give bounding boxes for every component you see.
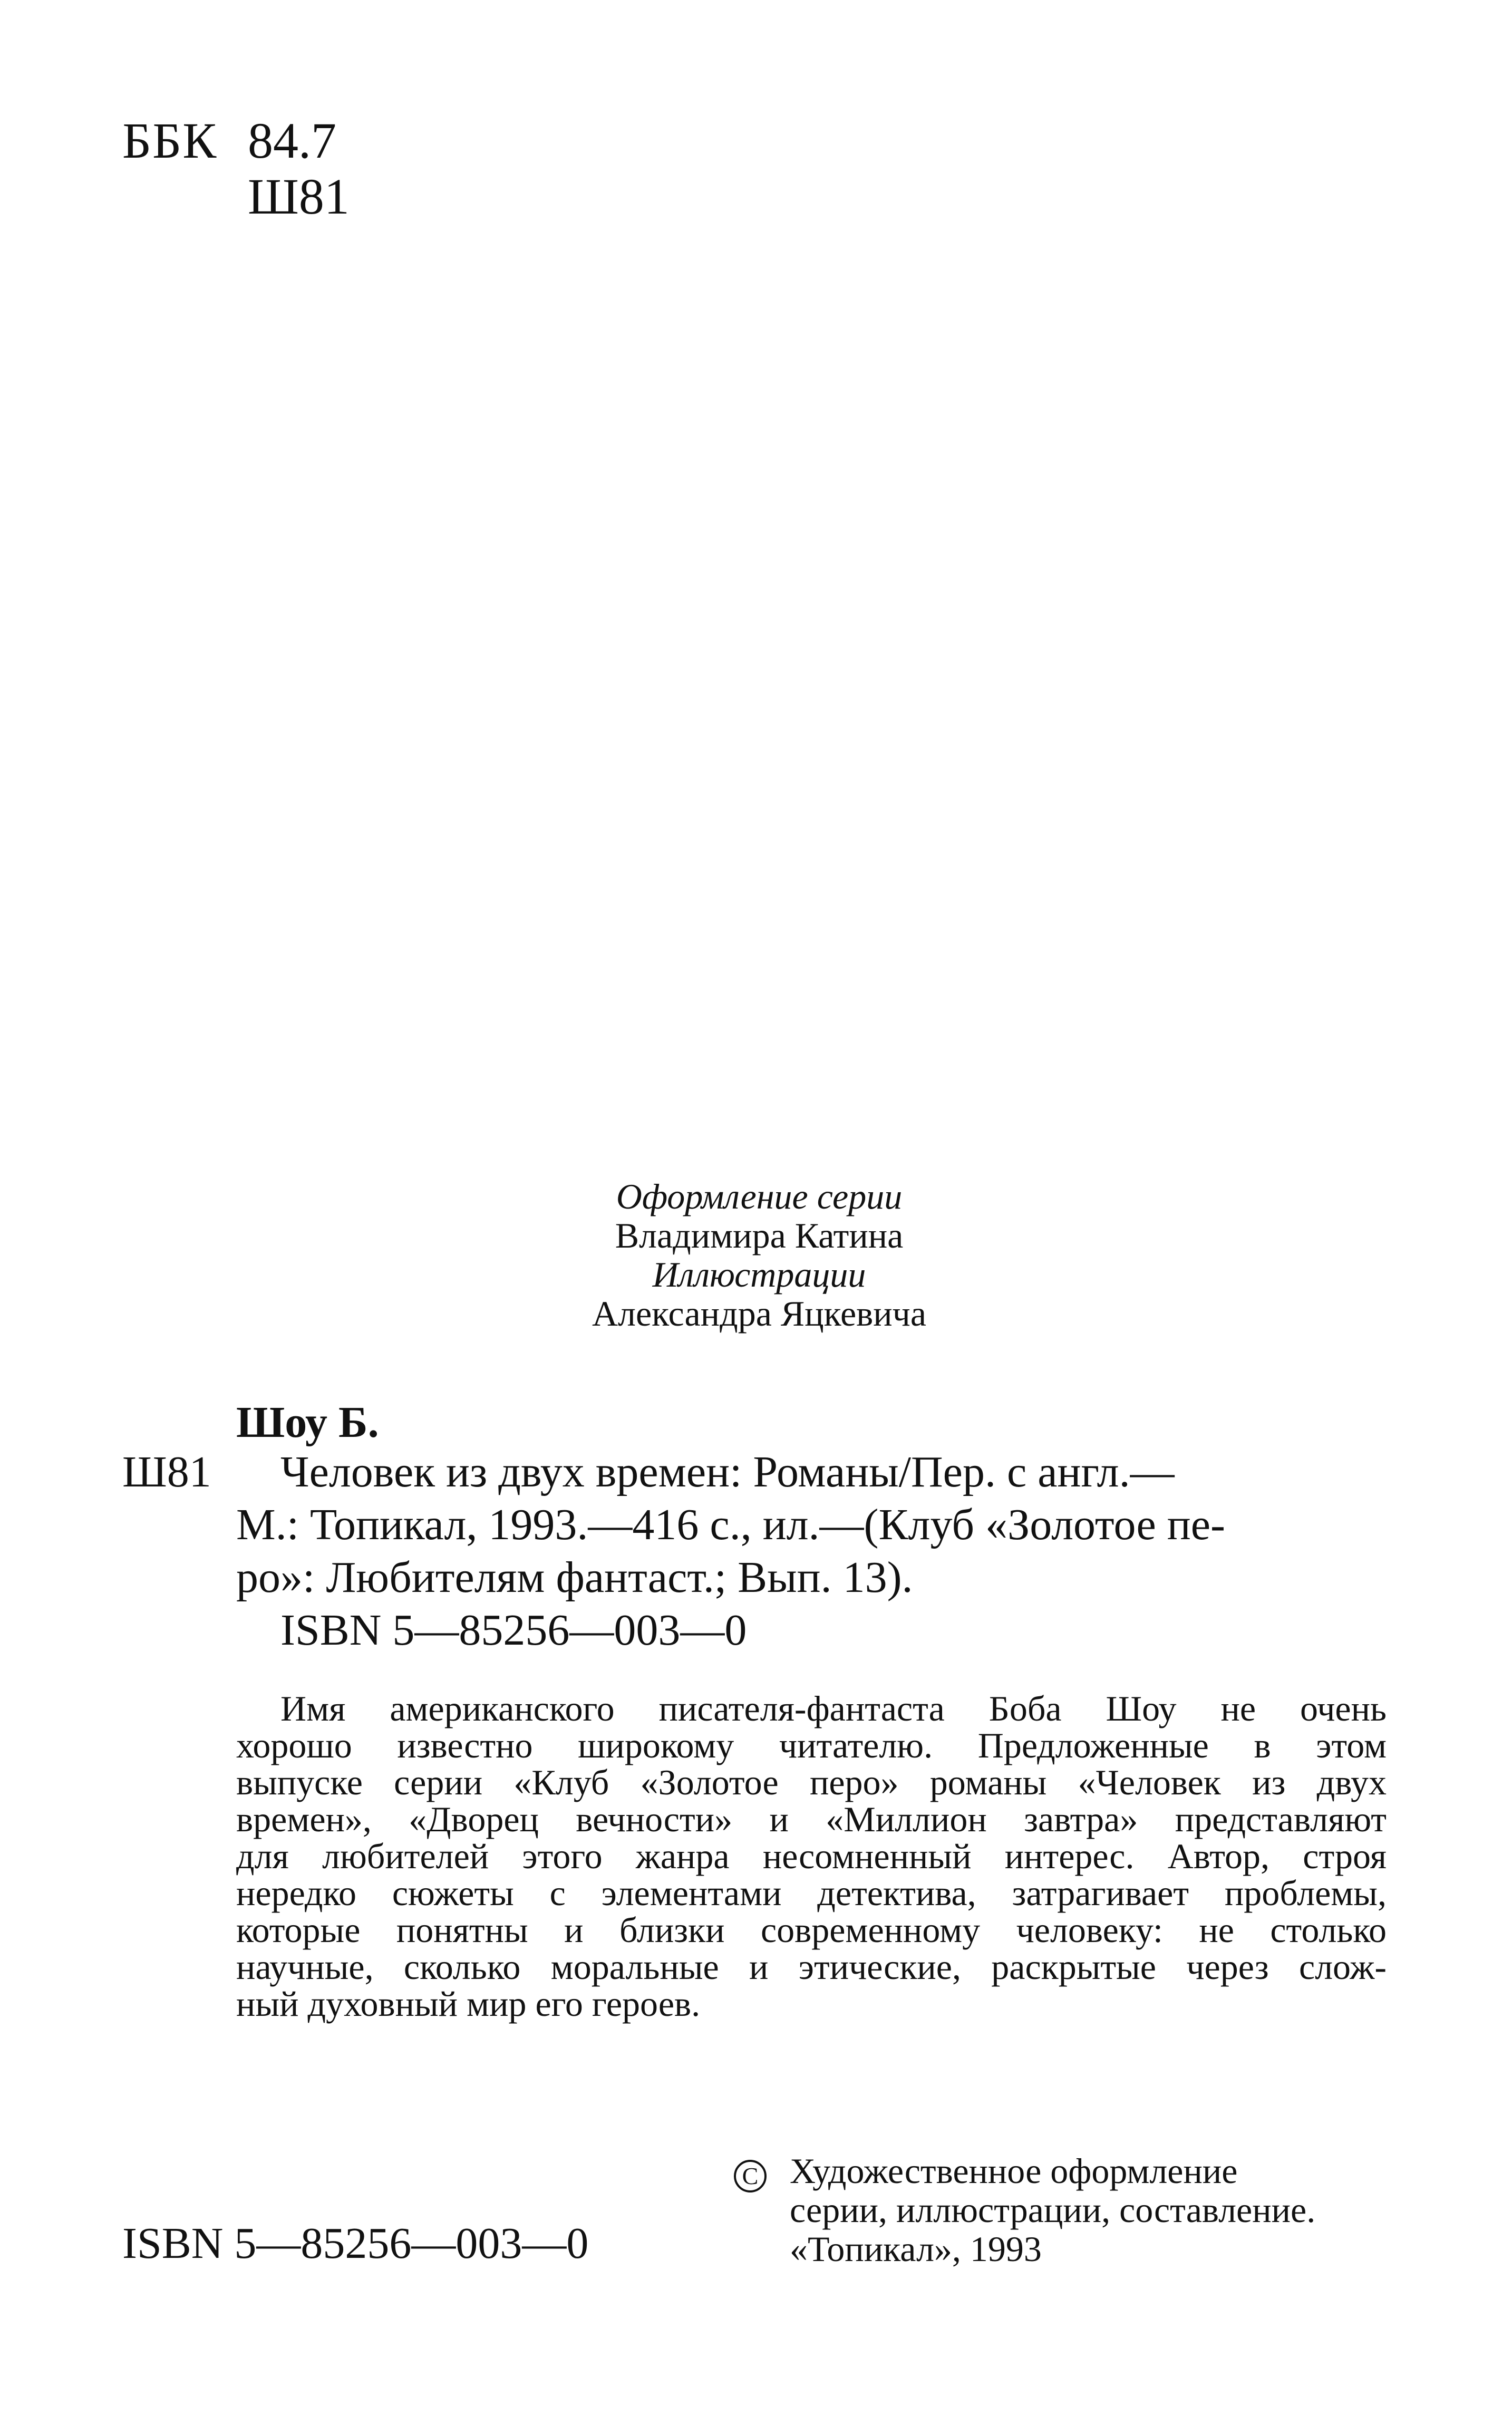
annotation-line: Имя американского писателя-фантаста Боба Шоу не очень [280, 1688, 1387, 1728]
annotation-line: которые понятны и близки современному человеку: не столько [236, 1910, 1387, 1950]
catalog-card [236, 1446, 1401, 1657]
bbk-label: ББК [122, 112, 218, 169]
illustrator: Александра Яцкевича [592, 1293, 927, 1334]
catalog-line: ро»: Любителям фантаст.; Вып. 13). [236, 1553, 913, 1602]
copyright-line: серии, иллюстрации, составление. [790, 2190, 1316, 2230]
copyright-line: Художественное оформление [790, 2151, 1238, 2191]
annotation-line: выпуске серии «Клуб «Золотое перо» романы «Человек из двух [236, 1762, 1387, 1802]
copyright-line: «Топикал», 1993 [790, 2229, 1042, 2269]
annotation-line: хорошо известно широкому читателю. Предложенные в этом [236, 1725, 1387, 1765]
copyright-icon: C [734, 2160, 767, 2192]
annotation [236, 1690, 1387, 2022]
series-designer: Владимира Катина [615, 1215, 904, 1255]
author-code-top: Ш81 [248, 168, 350, 225]
credits-block [527, 1177, 991, 1333]
footer-isbn: ISBN 5—85256—003—0 [122, 2219, 589, 2268]
catalog-isbn: ISBN 5—85256—003—0 [280, 1606, 747, 1655]
annotation-line: нередко сюжеты с элементами детектива, затрагивает проблемы, [236, 1873, 1387, 1913]
bbk-code: 84.7 [248, 112, 336, 169]
catalog-author: Шоу Б. [236, 1398, 379, 1447]
series-design-caption: Оформление серии [616, 1176, 903, 1216]
catalog-author-code: Ш81 [122, 1447, 211, 1496]
annotation-line: ный духовный мир его героев. [236, 1984, 701, 2024]
copyright-notice [790, 2151, 1401, 2268]
illustrations-caption: Иллюстрации [652, 1254, 866, 1295]
catalog-line: Человек из двух времен: Романы/Пер. с англ.— [280, 1447, 1175, 1496]
annotation-line: для любителей этого жанра несомненный интерес. Автор, строя [236, 1836, 1387, 1876]
annotation-line: времен», «Дворец вечности» и «Миллион завтра» представляют [236, 1799, 1387, 1839]
annotation-line: научные, сколько моральные и этические, раскрытые через слож- [236, 1947, 1387, 1987]
catalog-line: М.: Топикал, 1993.—416 с., ил.—(Клуб «Золотое пе- [236, 1500, 1226, 1549]
